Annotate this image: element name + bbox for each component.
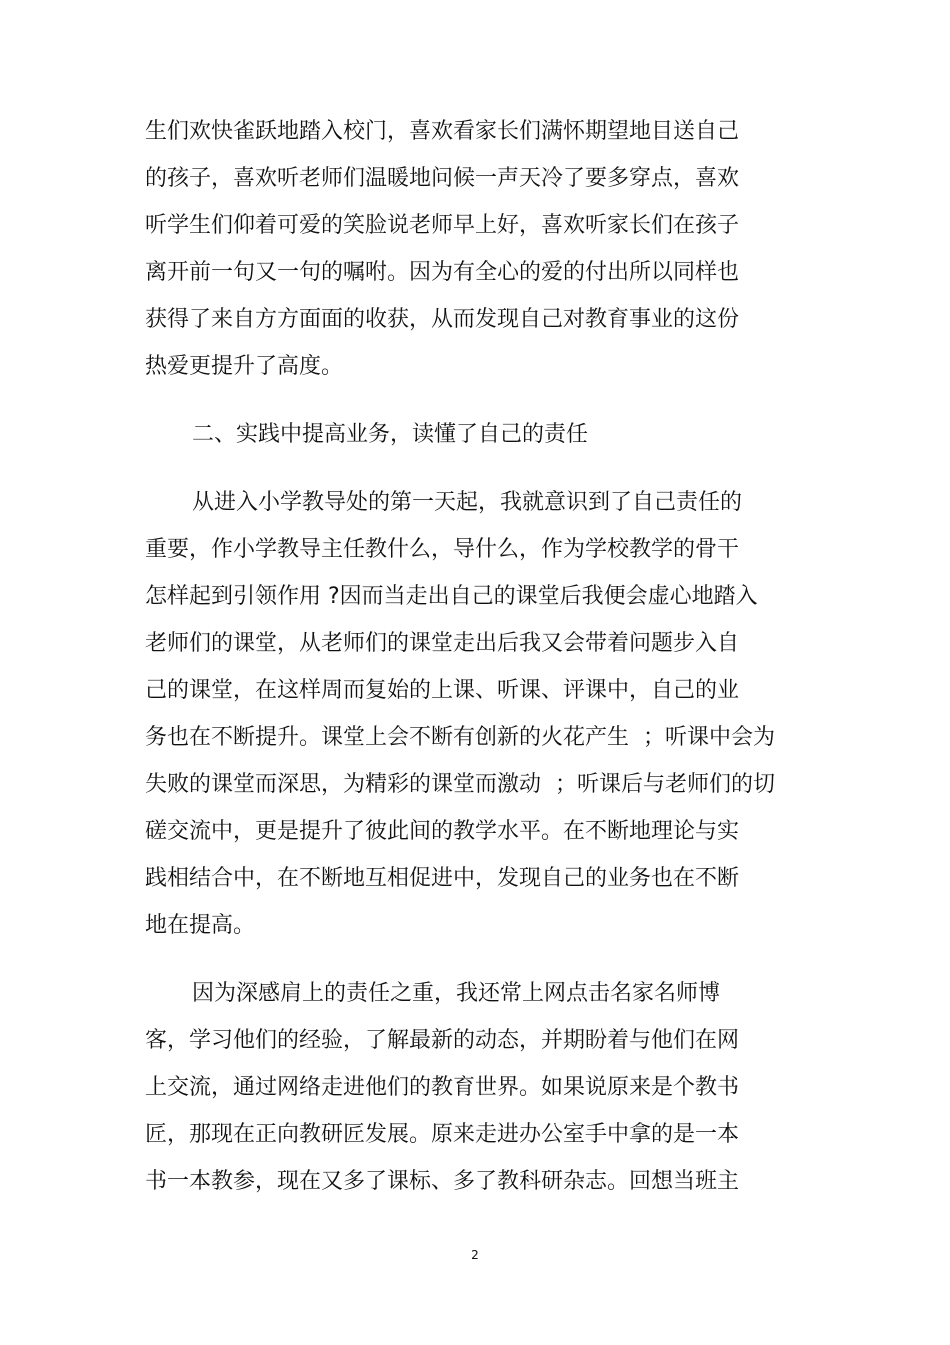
text-line: 上交流，通过网络走进他们的教育世界。如果说原来是个教书 — [145, 1075, 740, 1100]
text-line: 践相结合中，在不断地互相促进中，发现自己的业务也在不断 — [145, 866, 740, 891]
text-line: 磋交流中，更是提升了彼此间的教学水平。在不断地理论与实 — [145, 819, 740, 844]
text-line: 失败的课堂而深思，为精彩的课堂而激动 ；听课后与老师们的切 — [145, 772, 775, 797]
text-line: 获得了来自方方面面的收获，从而发现自己对教育事业的这份 — [145, 307, 740, 332]
text-line: 听学生们仰着可爱的笑脸说老师早上好，喜欢听家长们在孩子 — [145, 213, 740, 238]
text-line: 匠，那现在正向教研匠发展。原来走进办公室手中拿的是一本 — [145, 1122, 740, 1147]
text-line: 怎样起到引领作用 ?因而当走出自己的课堂后我便会虚心地踏入 — [145, 584, 758, 609]
section-heading: 二、实践中提高业务，读懂了自己的责任 — [192, 422, 589, 447]
text-line: 务也在不断提升。课堂上会不断有创新的火花产生 ；听课中会为 — [145, 725, 775, 750]
text-line: 从进入小学教导处的第一天起，我就意识到了自己责任的 — [192, 490, 743, 515]
text-line: 老师们的课堂，从老师们的课堂走出后我又会带着问题步入自 — [145, 631, 740, 656]
text-line: 书一本教参，现在又多了课标、多了教科研杂志。回想当班主 — [145, 1169, 740, 1194]
text-line: 的孩子，喜欢听老师们温暖地问候一声天冷了要多穿点，喜欢 — [145, 166, 740, 191]
page-number: 2 — [471, 1248, 479, 1262]
text-line: 客，学习他们的经验，了解最新的动态，并期盼着与他们在网 — [145, 1028, 740, 1053]
text-line: 生们欢快雀跃地踏入校门，喜欢看家长们满怀期望地目送自己 — [145, 119, 740, 144]
text-line: 己的课堂，在这样周而复始的上课、听课、评课中，自己的业 — [145, 678, 740, 703]
text-line: 因为深感肩上的责任之重，我还常上网点击名家名师博 — [192, 981, 721, 1006]
text-line: 重要，作小学教导主任教什么，导什么，作为学校教学的骨干 — [145, 537, 740, 562]
text-line: 离开前一句又一句的嘱咐。因为有全心的爱的付出所以同样也 — [145, 260, 740, 285]
text-line: 热爱更提升了高度。 — [145, 354, 344, 379]
text-line: 地在提高。 — [145, 913, 256, 938]
